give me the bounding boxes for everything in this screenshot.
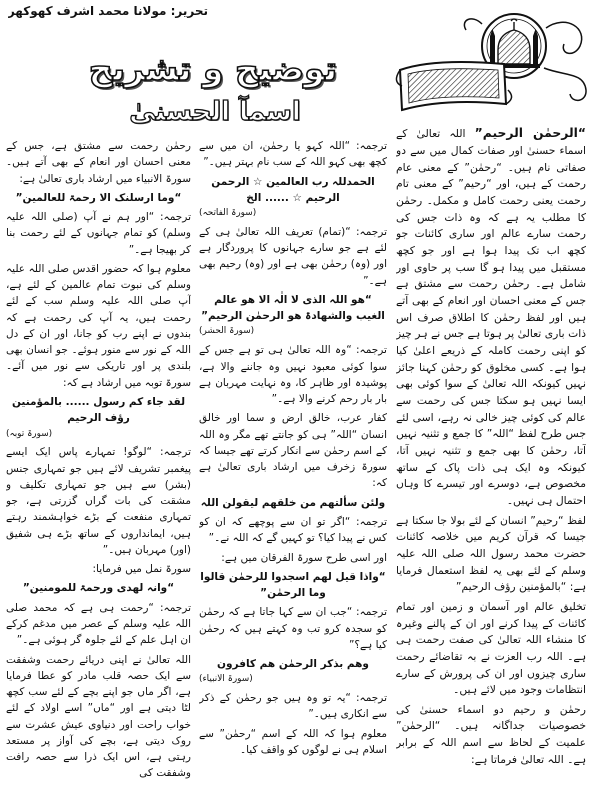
paragraph: اور اسی طرح سورۃ الفرقان میں ہے: xyxy=(221,551,387,564)
quran-verse: الحمدللہ رب العالمین ☆ الرحمن الرحیم ☆ ...... الخ xyxy=(211,175,375,204)
quran-verse: لقد جاء کم رسول ...... بالمؤمنین رؤف الرحیم xyxy=(11,395,186,425)
paragraph: رحمٰن و رحیم دو اسماء حسنیٰ کی خصوصیات جداگانہ ہیں۔ “الرحمٰن” علمیت کے لحاظ سے اسم اللہ کے برابر ہے۔ اللہ تعالیٰ فرماتا ہے: xyxy=(396,702,586,766)
translation: ترجمہ: “یہ تو وہ ہیں جو رحمٰن کے ذکر سے انکاری ہیں۔” xyxy=(199,692,387,721)
translation: ترجمہ: “لوگو! تمہارے پاس ایک ایسے پیغمبر تشریف لائے ہیں جو تمہاری جنس (بشر) سے ہیں جو تمہاری تکلیف و مشقت کی بات گراں گزرتی ہے، جو تمہاری منفعت کے بڑے خواہشمند رہتے ہیں، ایمانداروں کے ساتھ بڑے ہی شفیق (اور) مہربان ہیں۔” xyxy=(6,446,191,556)
column-right xyxy=(396,124,586,788)
paragraph: معلوم ہوا کہ اللہ کے اسم “رحمٰن” سے اسلام ہی نے لوگوں کو واقف کیا۔ xyxy=(199,727,387,756)
quran-verse: وھم بذکر الرحمٰن ھم کافرون xyxy=(217,658,369,671)
translation: ترجمہ: “اللہ کہو یا رحمٰن، ان میں سے کچھ بھی کہو اللہ کے سب نام بہتر ہیں۔” xyxy=(199,140,387,169)
paragraph: اللہ تعالیٰ نے اپنی دریائے رحمت وشفقت سے ایک حصہ قلب مادر کو عطا فرمایا ہے، اگر ماں جو اپنے بچے کے لئے سب کچھ لٹا دیتی ہے اور “ماں” اسے اولاد کے لئے خواب راحت اور دنیاوی عیش عشرت سے روک دیتی ہے، بچے کی آواز پر مستعد رہتی ہے، اس ایک ذرا سے حصہ رافت وشفقت کی xyxy=(6,653,191,780)
author-byline: تحریر: مولانا محمد اشرف کھوکھر xyxy=(8,4,208,18)
quran-verse: “وما ارسلنک الا رحمۃ للعالمین” xyxy=(15,191,182,204)
translation: ترجمہ: “اور ہم نے آپ (صلی اللہ علیہ وسلم) کو تمام جہانوں کے لئے رحمت بنا کر بھیجا ہے۔” xyxy=(6,211,191,256)
paragraph: رحمٰن رحمت سے مشتق ہے، جس کے معنی احسان اور انعام کے بھی آتے ہیں۔ سورۃ الانبیاء میں ارشاد باری تعالیٰ ہے: xyxy=(6,140,191,185)
verse-source: (سورۃ الفاتحہ) xyxy=(199,208,257,219)
page-title: توضیح و تشریح xyxy=(88,49,338,88)
paragraph: کفار عرب، خالق ارض و سما اور خالق انسان “اللہ” ہی کو جانتے تھے مگر وہ اللہ کے اسم رحمٰن سے انکار کرتے تھے جیسا کہ سورۃ زخرف میں ارشاد باری تعالیٰ ہے کہ: xyxy=(199,412,387,490)
magazine-logo xyxy=(394,6,589,120)
quran-verse: “واذا قیل لھم اسجدوا للرحمٰن قالوا وما الرحمٰن” xyxy=(200,570,386,600)
translation: ترجمہ: “رحمت ہی ہے کہ محمد صلی اللہ علیہ وسلم کے عصر میں مدغم کرکے ان اہل علم کے لئے جلوہ گر ہوئی ہے۔” xyxy=(6,601,191,647)
paragraph-text: اللہ تعالیٰ کے اسماء حسنیٰ اور صفات کمال میں سے دو صفاتی نام ہیں۔ “رحمٰن” کے معنی عام رحمت کے ہیں، اور “رحیم” کے معنی تام رحمت یعنی رحمت کامل و مکمل۔ رحمٰن کا مطلب یہ ہے کہ وہ ذات جس کی رحمت سارے عالم اور ساری کائنات جو کچھ اب تک پیدا ہوا ہے اور جو کچھ مستقبل میں پیدا ہو گا سب پر حاوی اور شامل ہے۔ رحمٰن رحمت سے مشتق ہے جس کے معنی احسان اور انعام کے بھی آتے ہیں اور لفظ رحمٰن کا اطلاق صرف اس ذات باری تعالیٰ پر ہوتا ہے جس نے ہر چیز کو اپنی رحمت کاملہ کے ذریعے اعلیٰ کیا ہوا ہے۔ کسی مخلوق کو رحمٰن کہنا جائز نہیں کیونکہ اللہ تعالیٰ کے سوا کوئی بھی ایسا نہیں ہو سکتا جس کی رحمت سے عالم کی کوئی چیز خالی نہ رہے، اسی لئے جس طرح لفظ “اللہ” کا جمع و تثنیہ نہیں آتا، رحمٰن کا بھی جمع و تثنیہ نہیں آتا، کیونکہ وہ ایک ہی ذات پاک کے ساتھ مخصوص ہے، دوسرے اور تیسرے کا وہاں احتمال ہی نہیں۔ xyxy=(396,127,586,507)
column-left xyxy=(6,138,191,788)
quran-verse: “وانہ لھدی ورحمۃ للمومنین” xyxy=(22,582,175,595)
column-middle xyxy=(199,138,387,788)
verse-source: (سورۃ الانبیاء) xyxy=(199,674,253,685)
lead-term: “الرحمٰن الرحیم” xyxy=(474,126,586,140)
translation: ترجمہ: “(تمام) تعریف اللہ تعالیٰ ہی کے لئے ہے جو سارے جہانوں کا پروردگار ہے اور (وہ) رحمٰن بھی ہے اور (وہ) رحیم بھی ہے۔” xyxy=(199,225,387,287)
verse-source: (سورۃ توبہ) xyxy=(6,428,53,439)
translation: ترجمہ: “وہ اللہ تعالیٰ ہی تو ہے جس کے سوا کوئی معبود نہیں وہ جاننے والا ہے، پوشیدہ اور ظاہر کا، وہ نہایت مہربان ہے بار بار رحم کرنے والا ہے۔” xyxy=(199,344,387,406)
verse-source: (سورۃ الحشر) xyxy=(199,326,255,337)
paragraph: سورۃ نمل میں فرمایا: xyxy=(92,563,191,576)
quran-verse: “ھو اللہ الذی لا الٰہ الا ھو عالم الغیب والشھادۃ ھو الرحمٰن الرحیم” xyxy=(201,293,385,323)
paragraph: تخلیق عالم اور آسمان و زمین اور تمام کائنات کے پیدا کرنے اور ان کے پالنے وغیرہ کا منشاء اللہ تعالیٰ کی صفت رحمت ہی ہے۔ اللہ رب العزت نے بہ تقاضائے رحمت ساری چیزوں اور ان کی پرورش کے سارے انتظامات وجود میں لائے ہیں۔ xyxy=(396,599,586,697)
page-subtitle: اسمآ الحسنیٰ xyxy=(129,97,301,127)
paragraph: معلوم ہوا کہ حضور اقدس صلی اللہ علیہ وسلم کی نبوت تمام عالمین کے لئے ہے، آپ صلی اللہ علیہ وسلم سب کے لئے رحمت ہیں، یہ آپ کی رحمت ہے کہ بندوں نے اپنے رب کو جانا، اور ان کے دل اللہ کے نور سے منور ہوئے۔ جو انسان بھی بلندی پر اور تاریکی سے نور میں آئے۔ سورۃ توبہ میں ارشاد ہے کہ: xyxy=(6,262,191,389)
translation: ترجمہ: “جب ان سے کہا جاتا ہے کہ رحمٰن کو سجدہ کرو تب وہ کہتے ہیں کہ رحمٰن کیا ہے؟” xyxy=(199,606,387,651)
logo-banner xyxy=(396,62,511,110)
translation: ترجمہ: “اگر تو ان سے پوچھے کہ ان کو کس نے پیدا کیا؟ تو کہیں گے کہ اللہ نے۔” xyxy=(199,515,387,545)
paragraph xyxy=(396,124,586,510)
paragraph: لفظ “رحیم” انسان کے لئے بولا جا سکتا ہے جیسا کہ قرآن کریم میں خلاصہ کائنات حضرت محمد رسول اللہ صلی اللہ علیہ وسلم کے لئے بھی یہ لفظ استعمال فرمایا ہے: “بالمؤمنین رؤف الرحیم” xyxy=(396,513,586,594)
quran-verse: ولئن سألتھم من خلقھم لیقولن اللہ xyxy=(200,496,386,509)
